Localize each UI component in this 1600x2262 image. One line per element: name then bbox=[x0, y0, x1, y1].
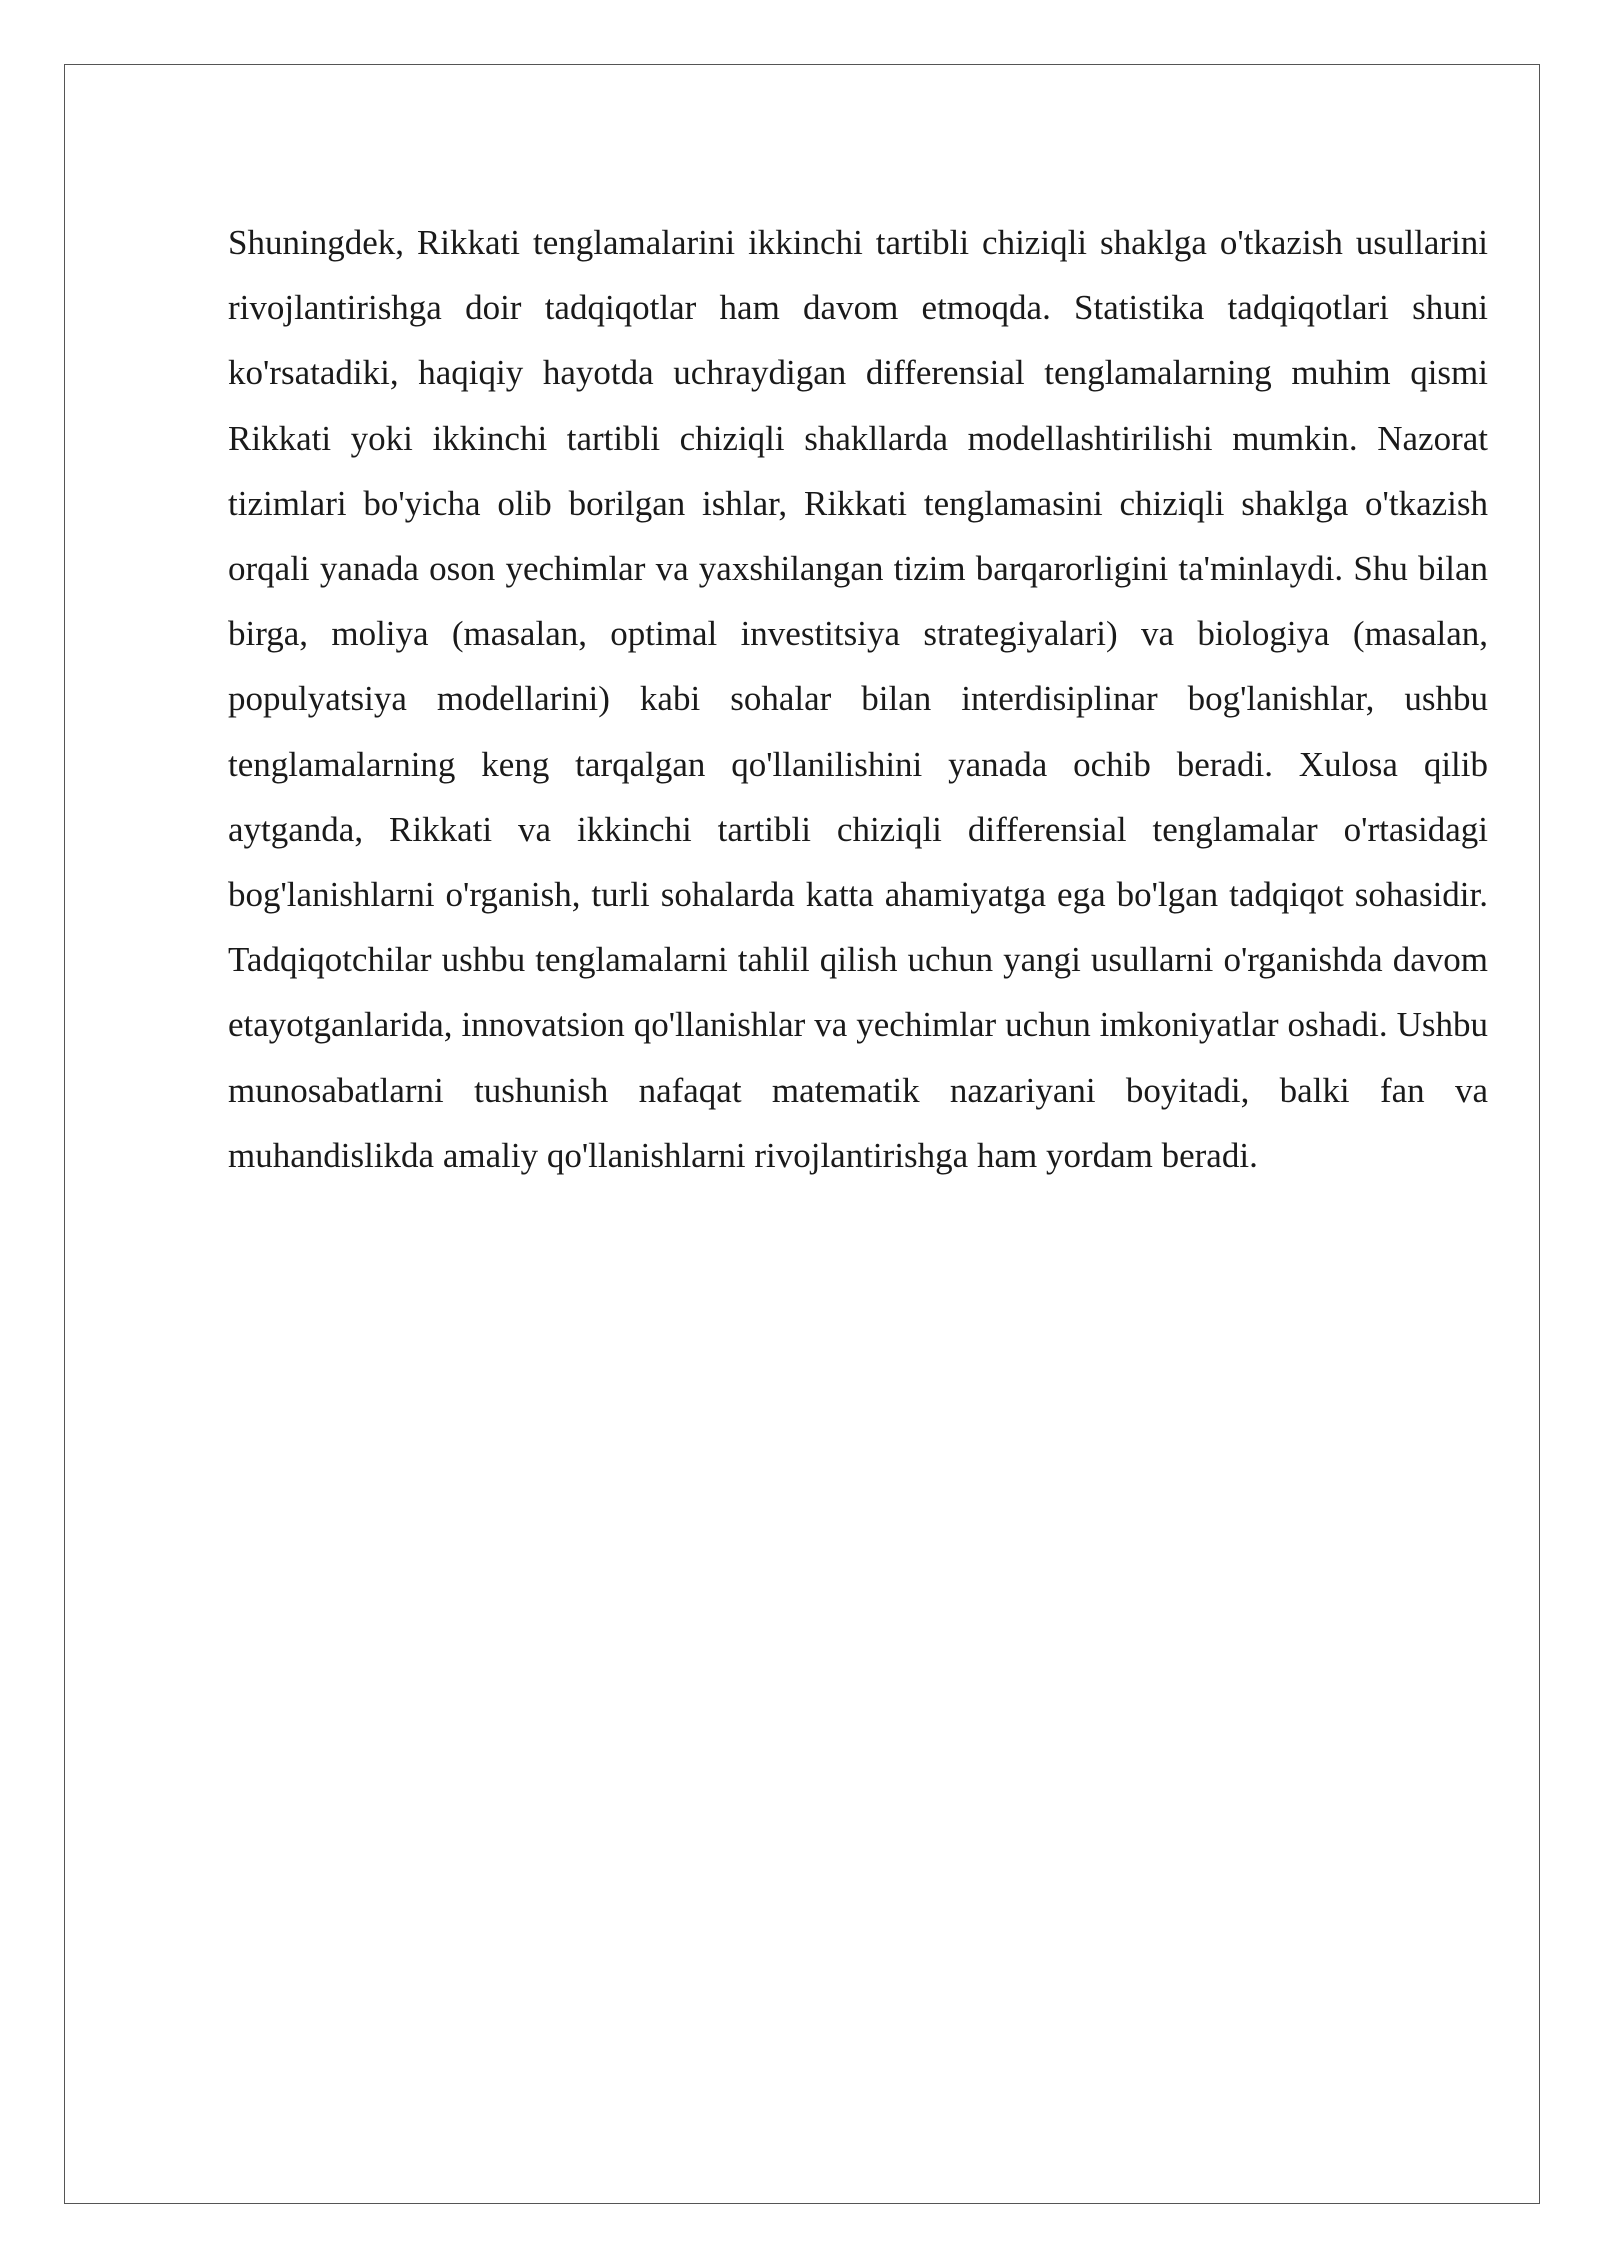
body-paragraph: Shuningdek, Rikkati tenglamalarini ikkinchi tartibli chiziqli shaklga o'tkazish usullarini rivojlantirishga doir tadqiqotlar ham davom etmoqda. Statistika tadqiqotlari shuni ko'rsatadiki, haqiqiy hayotda uchraydigan differensial tenglamalarning muhim qismi Rikkati yoki ikkinchi tartibli chiziqli shakllarda modellashtirilishi mumkin. Nazorat tizimlari bo'yicha olib borilgan ishlar, Rikkati tenglamasini chiziqli shaklga o'tkazish orqali yanada oson yechimlar va yaxshilangan tizim barqarorligini ta'minlaydi. Shu bilan birga, moliya (masalan, optimal investitsiya strategiyalari) va biologiya (masalan, populyatsiya modellarini) kabi sohalar bilan interdisiplinar bog'lanishlar, ushbu tenglamalarning keng tarqalgan qo'llanilishini yanada ochib beradi. Xulosa qilib aytganda, Rikkati va ikkinchi tartibli chiziqli differensial tenglamalar o'rtasidagi bog'lanishlarni o'rganish, turli sohalarda katta ahamiyatga ega bo'lgan tadqiqot sohasidir. Tadqiqotchilar ushbu tenglamalarni tahlil qilish uchun yangi usullarni o'rganishda davom etayotganlarida, innovatsion qo'llanishlar va yechimlar uchun imkoniyatlar oshadi. Ushbu munosabatlarni tushunish nafaqat matematik nazariyani boyitadi, balki fan va muhandislikda amaliy qo'llanishlarni rivojlantirishga ham yordam beradi. bbox=[228, 223, 1488, 1175]
